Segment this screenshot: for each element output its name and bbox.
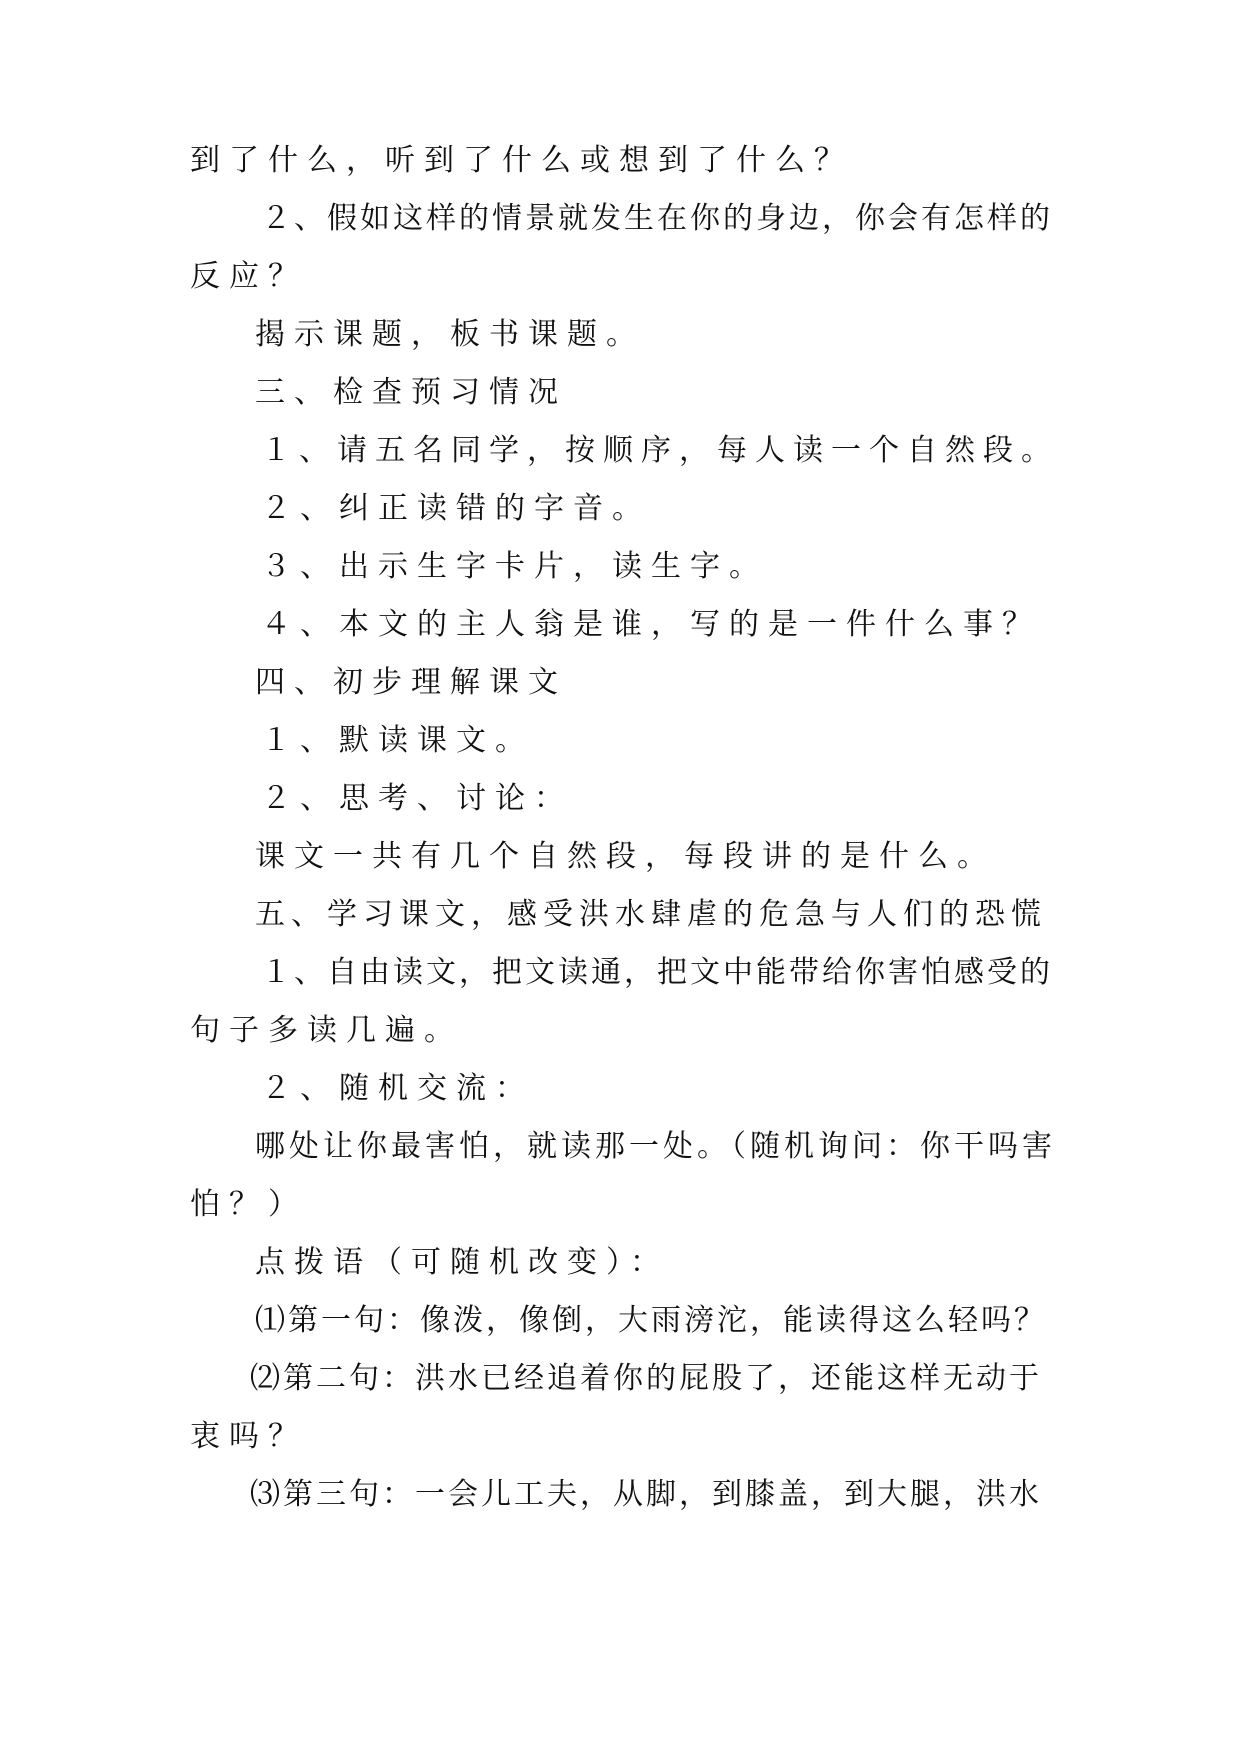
text-line: 句子多读几遍。 — [190, 1013, 463, 1048]
text-line: 到了什么，听到了什么或想到了什么？ — [190, 143, 853, 178]
text-line: 衷吗？ — [190, 1419, 307, 1454]
section-heading: 三、检查预习情况 — [255, 375, 567, 410]
text-line: ２、假如这样的情景就发生在你的身边，你会有怎样的 — [261, 201, 1053, 236]
text-line: 哪处让你最害怕，就读那一处。（随机询问：你干吗害 — [255, 1129, 1056, 1164]
section-heading: 五、学习课文，感受洪水肆虐的危急与人们的恐慌 — [255, 897, 1047, 932]
text-line: １、自由读文，把文读通，把文中能带给你害怕感受的 — [261, 955, 1053, 990]
text-line: 点拨语（可随机改变）： — [255, 1245, 669, 1280]
text-line: ４、本文的主人翁是谁，写的是一件什么事？ — [261, 607, 1041, 642]
text-line: ２、思考、讨论： — [261, 781, 573, 816]
text-line: ３、出示生字卡片，读生字。 — [261, 549, 768, 584]
text-line: 揭示课题，板书课题。 — [255, 317, 645, 352]
text-line: ⑵第二句：洪水已经追着你的屁股了，还能这样无动于 — [250, 1361, 1042, 1396]
text-line: １、默读课文。 — [261, 723, 534, 758]
text-line: 怕？） — [190, 1187, 307, 1222]
text-line: １、请五名同学，按顺序，每人读一个自然段。 — [261, 433, 1059, 468]
text-line: 课文一共有几个自然段，每段讲的是什么。 — [255, 839, 996, 874]
text-line: ２、纠正读错的字音。 — [261, 491, 651, 526]
text-line: ⑴第一句：像泼，像倒，大雨滂沱，能读得这么轻吗？ — [255, 1303, 1047, 1338]
text-line: ⑶第三句：一会儿工夫，从脚，到膝盖，到大腿，洪水 — [250, 1477, 1042, 1512]
text-line: ２、随机交流： — [261, 1071, 534, 1106]
section-heading: 四、初步理解课文 — [255, 665, 567, 700]
text-line: 反应？ — [190, 259, 307, 294]
